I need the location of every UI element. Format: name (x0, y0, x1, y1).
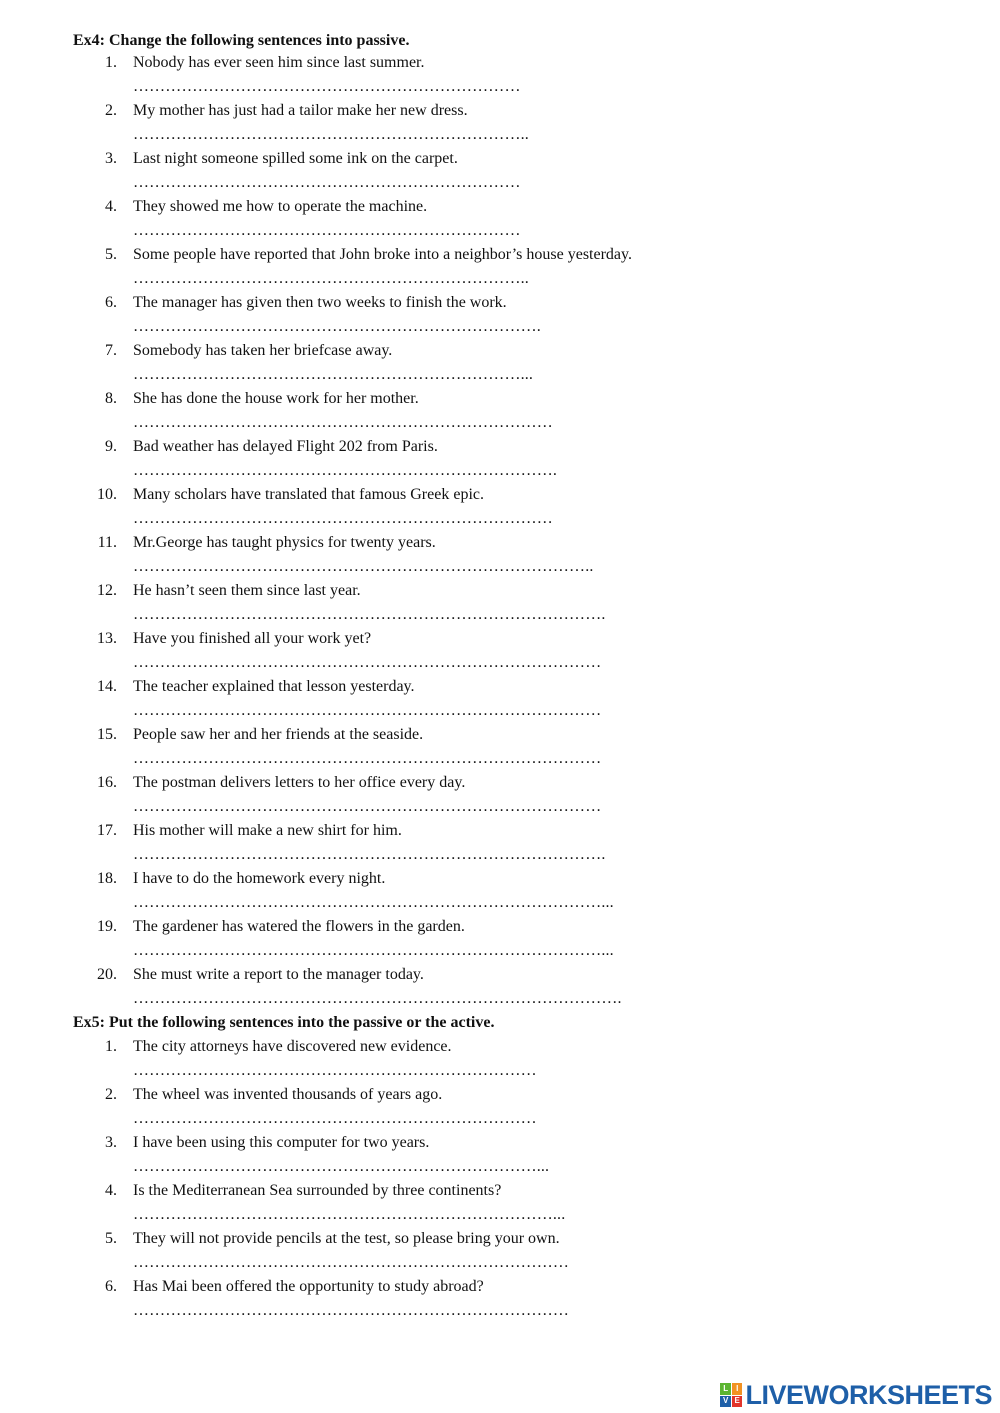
ex4-question-item (0, 725, 1000, 773)
question-sentence: Has Mai been offered the opportunity to study abroad? (133, 1278, 484, 1295)
question-number: 5. (105, 1230, 117, 1247)
question-number: 9. (105, 438, 117, 455)
ex4-question-item (0, 149, 1000, 197)
ex4-question-item (0, 821, 1000, 869)
ex4-question-item (0, 389, 1000, 437)
question-sentence: I have to do the homework every night. (133, 870, 386, 887)
question-number: 3. (105, 1134, 117, 1151)
answer-line[interactable]: …………………………………………………………………………… (133, 750, 602, 767)
answer-line[interactable]: ……………………………………………………………….. (133, 270, 529, 287)
ex4-question-item (0, 53, 1000, 101)
logo-mark-letter-i: I (732, 1383, 743, 1395)
ex4-question-item (0, 245, 1000, 293)
answer-line[interactable]: ……………………………………………………………………………... (133, 894, 614, 911)
liveworksheets-logo-text: LIVEWORKSHEETS (745, 1379, 992, 1410)
question-number: 12. (97, 582, 117, 599)
answer-line[interactable]: ……………………………………………………………….. (133, 126, 529, 143)
question-sentence: Many scholars have translated that famous Greek epic. (133, 486, 484, 503)
question-sentence: Is the Mediterranean Sea surrounded by three continents? (133, 1182, 502, 1199)
question-sentence: Last night someone spilled some ink on the carpet. (133, 150, 458, 167)
answer-line[interactable]: ………………………………………………………………... (133, 366, 534, 383)
ex4-question-item (0, 101, 1000, 149)
ex4-question-item (0, 965, 1000, 1013)
ex4-question-item (0, 773, 1000, 821)
answer-line[interactable]: …………………………………………………………………… (133, 510, 553, 527)
question-number: 20. (97, 966, 117, 983)
question-number: 15. (97, 726, 117, 743)
liveworksheets-logo-icon (720, 1383, 742, 1407)
answer-line[interactable]: …………………………………………………………………………… (133, 798, 602, 815)
ex4-question-item (0, 485, 1000, 533)
question-number: 6. (105, 1278, 117, 1295)
question-sentence: The teacher explained that lesson yesterday. (133, 678, 415, 695)
answer-line[interactable]: ……………………………………………………………………… (133, 1254, 570, 1271)
answer-line[interactable]: …………………………………………………………………. (133, 318, 541, 335)
liveworksheets-logo (720, 1378, 992, 1412)
question-number: 4. (105, 198, 117, 215)
question-sentence: They will not provide pencils at the test, so please bring your own. (133, 1230, 560, 1247)
question-number: 2. (105, 1086, 117, 1103)
question-number: 4. (105, 1182, 117, 1199)
question-number: 5. (105, 246, 117, 263)
answer-line[interactable]: ……………………………………………………………………... (133, 1206, 566, 1223)
question-number: 1. (105, 1038, 117, 1055)
answer-line[interactable]: …………………………………………………………………… (133, 414, 553, 431)
ex4-question-item (0, 533, 1000, 581)
answer-line[interactable]: ……………………………………………………………………… (133, 1302, 570, 1319)
question-number: 13. (97, 630, 117, 647)
answer-line[interactable]: …………………………………………………………………... (133, 1158, 550, 1175)
question-sentence: Some people have reported that John broke into a neighbor’s house yesterday. (133, 246, 632, 263)
question-number: 7. (105, 342, 117, 359)
ex5-question-item (0, 1085, 1000, 1133)
logo-mark-letter-e: E (732, 1396, 743, 1408)
question-sentence: The city attorneys have discovered new evidence. (133, 1038, 452, 1055)
answer-line[interactable]: …………………………………………………………………………… (133, 654, 602, 671)
question-sentence: The wheel was invented thousands of years ago. (133, 1086, 443, 1103)
question-sentence: The manager has given then two weeks to finish the work. (133, 294, 507, 311)
question-sentence: Nobody has ever seen him since last summer. (133, 54, 425, 71)
question-sentence: He hasn’t seen them since last year. (133, 582, 361, 599)
ex4-question-item (0, 581, 1000, 629)
question-number: 16. (97, 774, 117, 791)
ex4-question-item (0, 437, 1000, 485)
ex5-question-item (0, 1181, 1000, 1229)
question-number: 3. (105, 150, 117, 167)
ex4-question-item (0, 341, 1000, 389)
answer-line[interactable]: ……………………………………………………………… (133, 222, 521, 239)
question-sentence: Have you finished all your work yet? (133, 630, 372, 647)
question-sentence: They showed me how to operate the machine. (133, 198, 428, 215)
answer-line[interactable]: ……………………………………………………………………………. (133, 846, 606, 863)
question-sentence: Somebody has taken her briefcase away. (133, 342, 393, 359)
ex5-question-item (0, 1277, 1000, 1325)
question-number: 6. (105, 294, 117, 311)
answer-line[interactable]: …………………………………………………………………………… (133, 702, 602, 719)
question-number: 17. (97, 822, 117, 839)
logo-mark-letter-l: L (720, 1383, 731, 1395)
question-number: 14. (97, 678, 117, 695)
question-number: 1. (105, 54, 117, 71)
answer-line[interactable]: ……………………………………………………………………………... (133, 942, 614, 959)
question-sentence: She must write a report to the manager today. (133, 966, 424, 983)
answer-line[interactable]: ………………………………………………………………………………. (133, 990, 622, 1007)
ex5-question-item (0, 1229, 1000, 1277)
ex4-question-item (0, 869, 1000, 917)
question-number: 11. (97, 534, 117, 551)
question-sentence: Mr.George has taught physics for twenty years. (133, 534, 436, 551)
answer-line[interactable]: ………………………………………………………………… (133, 1110, 537, 1127)
question-number: 2. (105, 102, 117, 119)
ex4-question-item (0, 197, 1000, 245)
ex4-question-item (0, 293, 1000, 341)
question-sentence: People saw her and her friends at the seaside. (133, 726, 424, 743)
question-number: 8. (105, 390, 117, 407)
question-number: 10. (97, 486, 117, 503)
answer-line[interactable]: ………………………………………………………………… (133, 1062, 537, 1079)
question-number: 19. (97, 918, 117, 935)
ex4-question-item (0, 677, 1000, 725)
ex5-title: Ex5: Put the following sentences into the passive or the active. (73, 1014, 495, 1031)
ex5-question-item (0, 1133, 1000, 1181)
ex4-title: Ex4: Change the following sentences into passive. (73, 32, 410, 49)
question-sentence: His mother will make a new shirt for him. (133, 822, 402, 839)
answer-line[interactable]: ………………………………………………………………………….. (133, 558, 594, 575)
question-number: 18. (97, 870, 117, 887)
question-sentence: The postman delivers letters to her office every day. (133, 774, 466, 791)
answer-line[interactable]: ……………………………………………………………… (133, 174, 521, 191)
ex5-question-item (0, 1037, 1000, 1085)
logo-mark-letter-v: V (720, 1396, 731, 1408)
ex4-question-item (0, 917, 1000, 965)
answer-line[interactable]: ……………………………………………………………………………. (133, 606, 606, 623)
question-sentence: I have been using this computer for two years. (133, 1134, 430, 1151)
question-sentence: The gardener has watered the flowers in the garden. (133, 918, 465, 935)
question-sentence: My mother has just had a tailor make her new dress. (133, 102, 468, 119)
question-sentence: Bad weather has delayed Flight 202 from Paris. (133, 438, 438, 455)
answer-line[interactable]: ……………………………………………………………………. (133, 462, 558, 479)
question-sentence: She has done the house work for her mother. (133, 390, 419, 407)
answer-line[interactable]: ……………………………………………………………… (133, 78, 521, 95)
ex4-question-item (0, 629, 1000, 677)
